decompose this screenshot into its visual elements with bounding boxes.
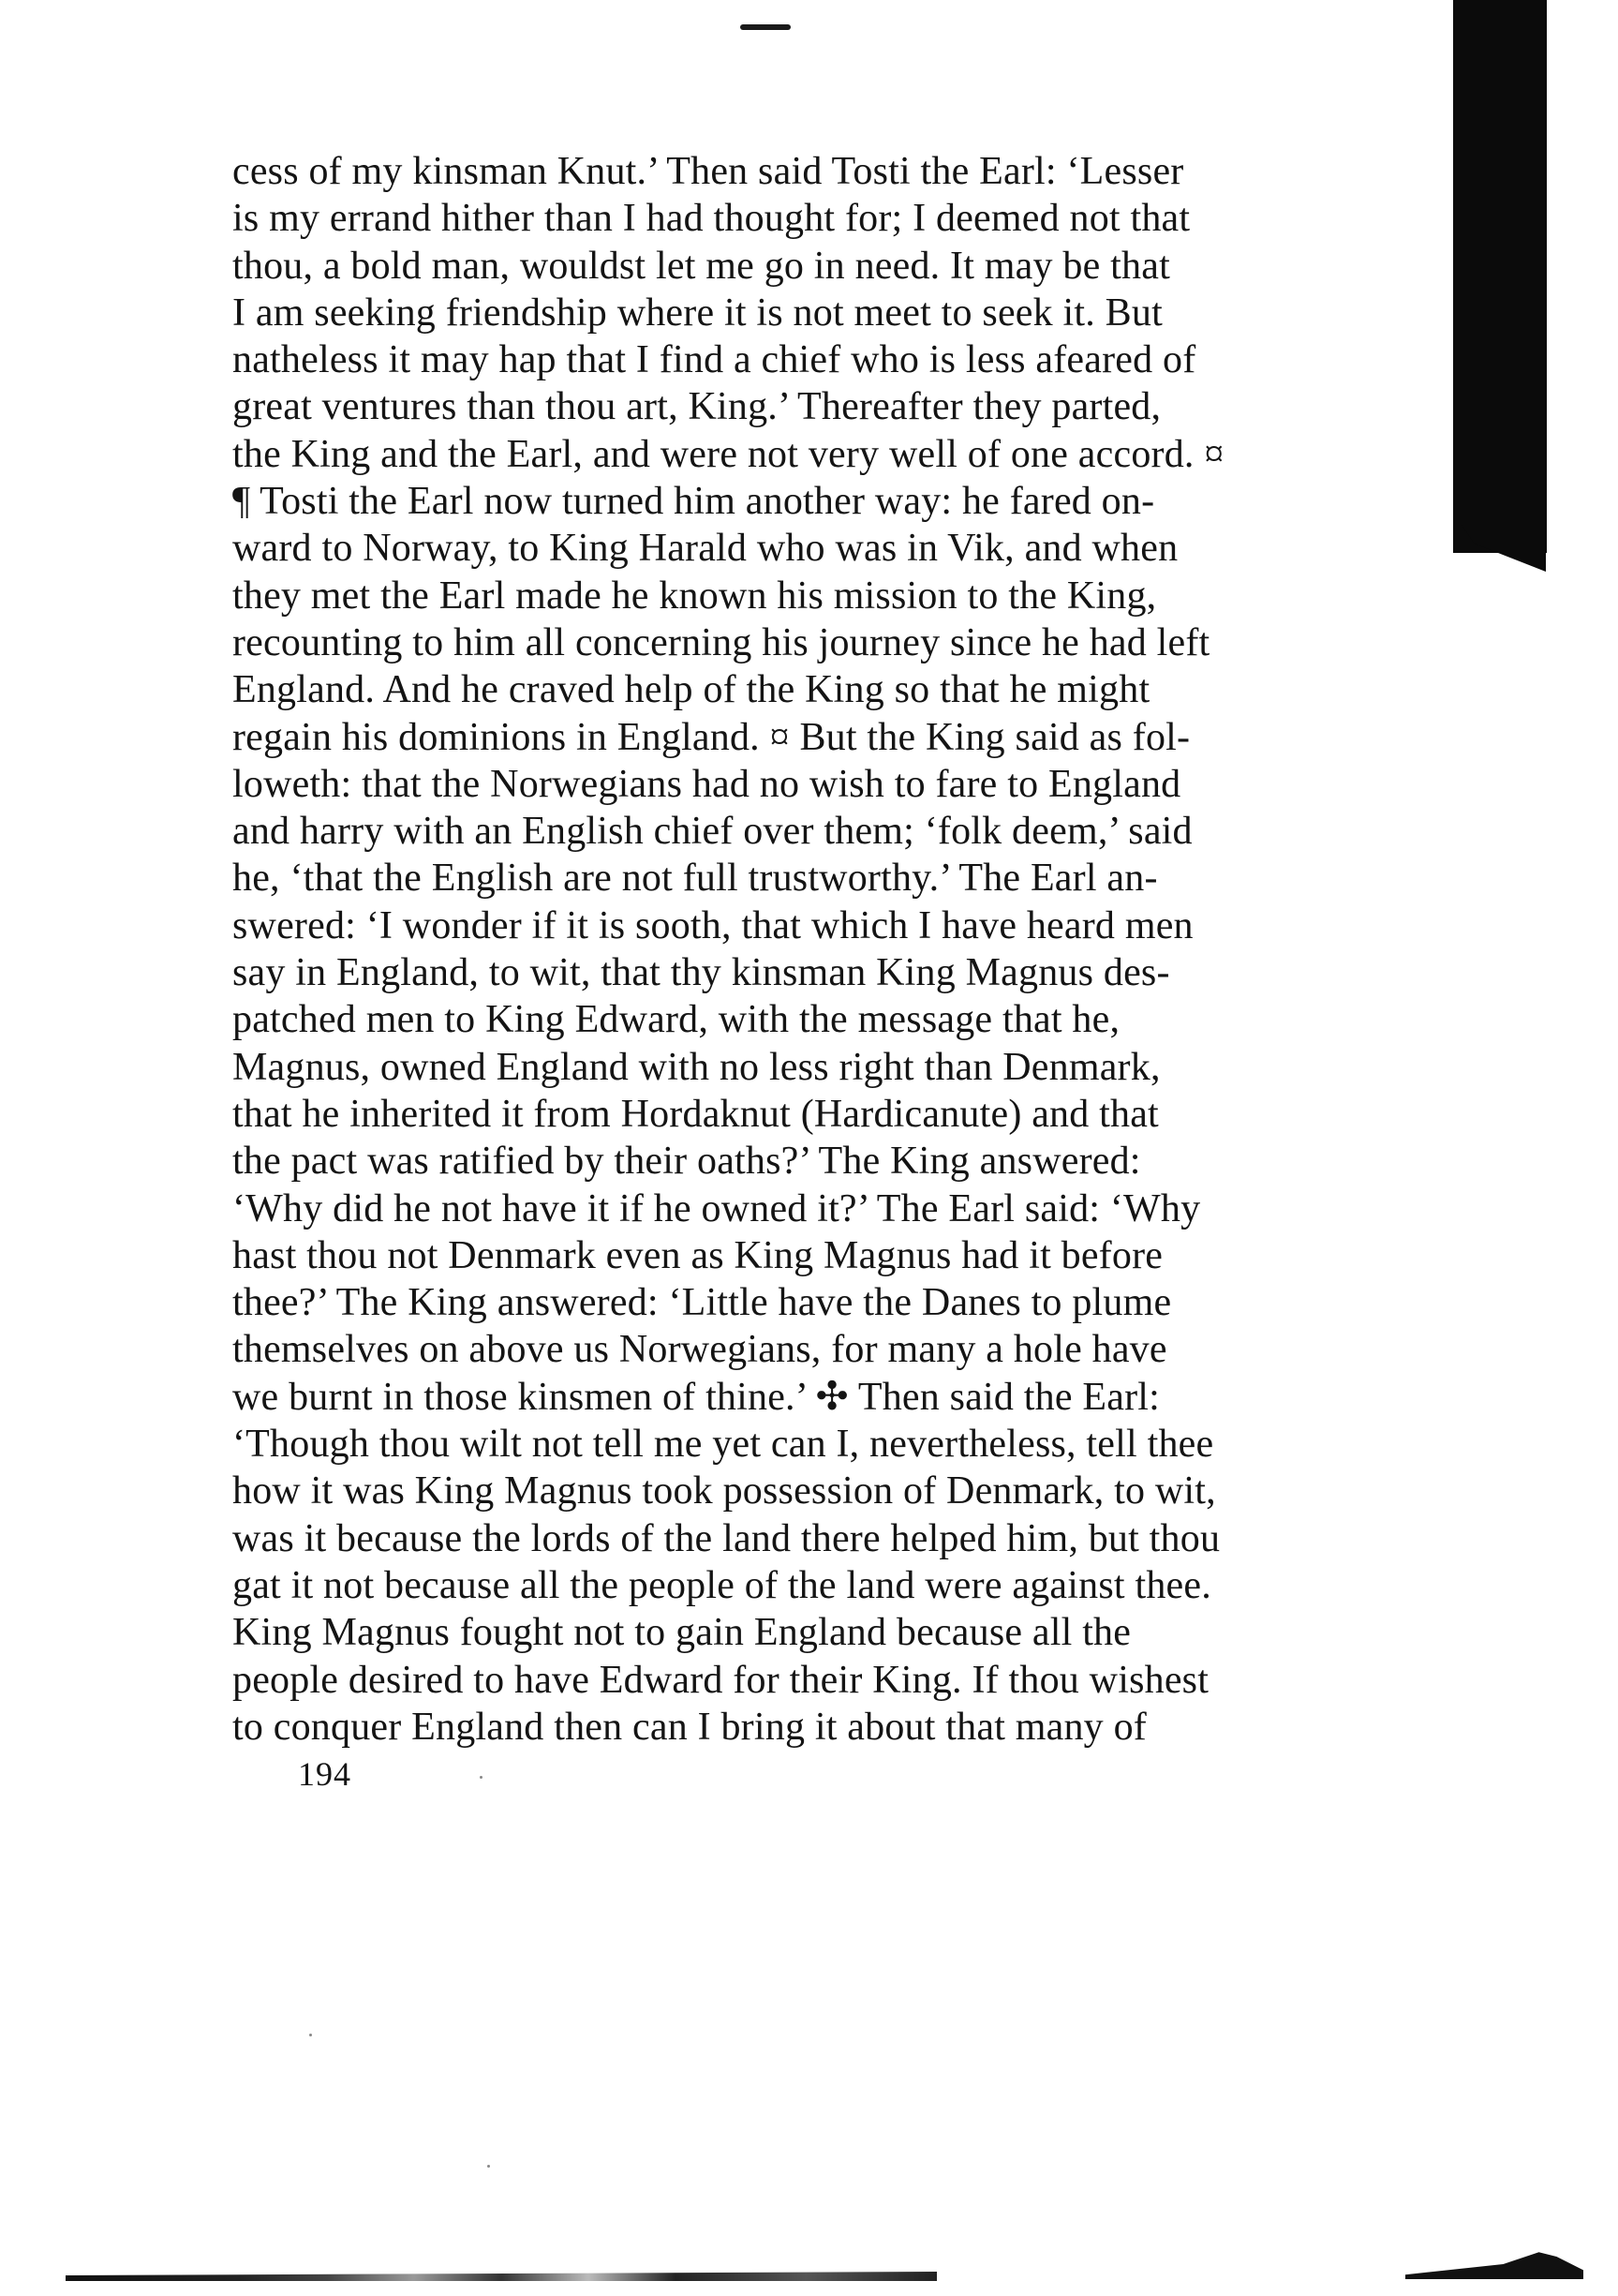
text-line: ¶ Tosti the Earl now turned him another way: he fared on- <box>232 480 1155 524</box>
text-line: great ventures than thou art, King.’ Thereafter they parted, <box>232 385 1162 429</box>
text-line: swered: ‘I wonder if it is sooth, that which I have heard men <box>232 903 1194 947</box>
text-line: that he inherited it from Hordaknut (Hardicanute) and that <box>232 1092 1159 1136</box>
text-line: ward to Norway, to King Harald who was in Vik, and when <box>232 527 1179 571</box>
text-line: how it was King Magnus took possession of Denmark, to wit, <box>232 1469 1216 1513</box>
text-line: cess of my kinsman Knut.’ Then said Tosti the Earl: ‘Lesser <box>232 150 1184 193</box>
text-line: say in England, to wit, that thy kinsman King Magnus des- <box>232 951 1170 995</box>
scan-speck <box>487 2165 490 2168</box>
text-line: ‘Though thou wilt not tell me yet can I, nevertheless, tell thee <box>232 1423 1214 1467</box>
scan-mark <box>740 24 791 30</box>
text-line: regain his dominions in England. ¤ But the King said as fol- <box>232 715 1191 759</box>
text-line: themselves on above us Norwegians, for many a hole have <box>232 1328 1167 1372</box>
text-line: loweth: that the Norwegians had no wish to fare to England <box>232 762 1181 806</box>
text-line: and harry with an English chief over them; ‘folk deem,’ said <box>232 810 1193 854</box>
scan-bottom-streak <box>66 2272 937 2281</box>
text-line: patched men to King Edward, with the message that he, <box>232 998 1121 1042</box>
text-line: gat it not because all the people of the land were against thee. <box>232 1563 1211 1607</box>
text-line: people desired to have Edward for their King. If thou wishest <box>232 1658 1210 1702</box>
text-line: ‘Why did he not have it if he owned it?’ The Earl said: ‘Why <box>232 1186 1201 1230</box>
text-line: they met the Earl made he known his mission to the King, <box>232 574 1157 618</box>
body-text <box>232 148 1413 1751</box>
scan-speck <box>309 2034 312 2036</box>
text-line: we burnt in those kinsmen of thine.’ ✣ Then said the Earl: <box>232 1375 1161 1419</box>
scan-speck <box>480 1776 482 1779</box>
text-line: natheless it may hap that I find a chief who is less afeared of <box>232 338 1196 382</box>
text-line: the pact was ratified by their oaths?’ The King answered: <box>232 1140 1141 1184</box>
text-line: the King and the Earl, and were not very well of one accord. ¤ <box>232 432 1225 476</box>
scan-bottom-corner-mark <box>1405 2249 1583 2279</box>
text-line: I am seeking friendship where it is not meet to seek it. But <box>232 291 1163 335</box>
text-line: he, ‘that the English are not full trustworthy.’ The Earl an- <box>232 857 1158 901</box>
text-line: England. And he craved help of the King so that he might <box>232 668 1150 712</box>
text-line: hast thou not Denmark even as King Magnus had it before <box>232 1233 1164 1277</box>
text-line: recounting to him all concerning his journey since he had left <box>232 620 1210 664</box>
scan-edge-shadow <box>1453 0 1547 553</box>
text-line: was it because the lords of the land there helped him, but thou <box>232 1516 1221 1560</box>
text-line: is my errand hither than I had thought for; I deemed not that <box>232 197 1191 241</box>
page-number: 194 <box>298 1755 351 1793</box>
text-line: thou, a bold man, wouldst let me go in need. It may be that <box>232 244 1170 288</box>
text-line: Magnus, owned England with no less right than Denmark, <box>232 1045 1161 1089</box>
text-line: thee?’ The King answered: ‘Little have the Danes to plume <box>232 1281 1172 1325</box>
text-line: King Magnus fought not to gain England because all the <box>232 1611 1132 1655</box>
text-line: to conquer England then can I bring it about that many of <box>232 1705 1147 1749</box>
